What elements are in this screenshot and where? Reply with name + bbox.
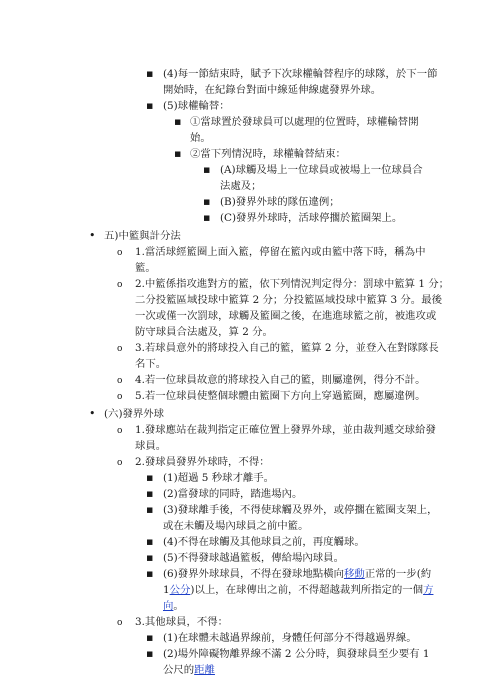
bullet-circle: [117, 244, 122, 261]
text-line: 一次或僅一次罰球，球觸及籃圈之後，在進進球籃之前，被進攻或: [135, 310, 437, 322]
text-line: (3)發球離手後，不得使球觸及界外，或停擱在籃圈支架上，: [163, 504, 438, 516]
bullet-circle: [117, 276, 122, 293]
text-line: 4.若一位球員故意的將球投入自己的籃，則屬違例，得分不計。: [135, 374, 426, 386]
text-line: 法處及；: [220, 180, 262, 192]
bullet-square: [203, 194, 210, 210]
text-segment: )以上，在球傳出之前，不得超越裁判所指定的一個: [190, 584, 424, 596]
text-line: 1.當活球經籃圈上面入籃，停留在籃內或由籃中落下時，稱為中: [135, 246, 426, 258]
link-fangxiang-cont[interactable]: 向: [163, 600, 174, 612]
text-line: 2.中籃係指攻進對方的籃，依下列情況判定得分：罰球中籃算 1 分；: [135, 278, 450, 290]
bullet-square: [174, 146, 181, 162]
bullet-square: [146, 486, 153, 502]
text-line: 3.若球員意外的將球投入自己的籃，籃算 2 分，並登入在對隊隊長: [135, 342, 439, 354]
text-line: 始。: [190, 132, 211, 144]
link-fangxiang[interactable]: 方: [423, 584, 434, 596]
text-line: 開始時，在紀錄台對面中線延伸線處發界外球。: [163, 84, 382, 96]
text-line: 防守球員合法處及，算 2 分。: [135, 326, 273, 338]
bullet-square: [203, 162, 210, 178]
text-line: [163, 582, 433, 598]
bullet-circle: [117, 614, 122, 631]
text-line: (A)球觸及場上一位球員或被場上一位球員合: [220, 164, 423, 176]
bullet-square: [146, 98, 153, 114]
text-line: 3.其他球員，不得：: [135, 616, 229, 628]
bullet-square: [146, 550, 153, 566]
bullet-dot: [89, 406, 96, 422]
text-line: (5)不得發球越過籃板，傳給場內球員。: [163, 552, 344, 564]
text-line: 球員。: [135, 440, 167, 452]
bullet-circle: [117, 422, 122, 439]
link-yidong[interactable]: 移動: [343, 568, 365, 580]
text-line: 或在未觸及場內球員之前中籃。: [163, 520, 309, 532]
bullet-square: [146, 566, 153, 582]
bullet-square: [174, 114, 181, 130]
text-line: [163, 662, 215, 678]
text-line: 2.發球員發界外球時，不得：: [135, 456, 270, 468]
text-line: (1)超過 5 秒球才離手。: [163, 472, 275, 484]
text-line: (4)每一節結束時，賦予下次球權輪替程序的球隊，於下一節: [163, 68, 438, 80]
text-line: ②當下列情況時，球權輪替結束：: [190, 148, 346, 160]
bullet-circle: [117, 340, 122, 357]
text-segment: 正常的一步(約: [364, 568, 432, 580]
text-line: (2)當發球的同時，踏進場內。: [163, 488, 303, 500]
text-line: [163, 598, 184, 614]
text-segment: (6)發界外球球員，不得在發球地點橫向: [163, 568, 344, 580]
text-line: ①當球置於發球員可以處理的位置時，球權輪替開: [190, 116, 419, 128]
bullet-circle: [117, 372, 122, 389]
bullet-square: [203, 210, 210, 226]
text-line: 1.發球應站在裁判指定正確位置上發界外球，並由裁判遞交球給發: [135, 424, 436, 436]
bullet-square: [146, 534, 153, 550]
text-line: 籃。: [135, 262, 156, 274]
bullet-dot: [89, 228, 96, 244]
bullet-circle: [117, 388, 122, 405]
text-line: 名下。: [135, 358, 167, 370]
bullet-square: [146, 630, 153, 646]
text-line: (C)發界外球時，活球停擱於籃圈架上。: [220, 212, 403, 224]
section-heading: 五)中籃與計分法: [104, 230, 181, 242]
text-line: 二分投籃區域投球中籃算 2 分；分投籃區域投球中籃算 3 分。最後: [135, 294, 442, 306]
bullet-square: [146, 502, 153, 518]
text-line: (2)場外障礙物離界線不滿 2 公分時，與發球員至少要有 1: [163, 648, 430, 660]
bullet-square: [146, 66, 153, 82]
text-line: 5.若一位球員使整個球體由籃圈下方向上穿過籃圈，應屬違例。: [135, 390, 426, 402]
text-line: (B)發界外球的隊伍違例；: [220, 196, 340, 208]
link-juli[interactable]: 距離: [194, 664, 215, 676]
link-gongfen[interactable]: 公分: [169, 584, 191, 596]
bullet-circle: [117, 454, 122, 471]
section-heading: (六)發界外球: [104, 408, 165, 420]
text-line: [163, 566, 431, 582]
text-segment: 1: [163, 584, 170, 596]
bullet-square: [146, 470, 153, 486]
text-segment: 公尺的: [163, 664, 195, 676]
text-line: (1)在球體未越過界線前，身體任何部分不得越過界線。: [163, 632, 417, 644]
text-line: (4)不得在球觸及其他球員之前，再度觸球。: [163, 536, 365, 548]
bullet-square: [146, 646, 153, 662]
text-segment: 。: [173, 600, 184, 612]
text-line: (5)球權輪替：: [163, 100, 230, 112]
